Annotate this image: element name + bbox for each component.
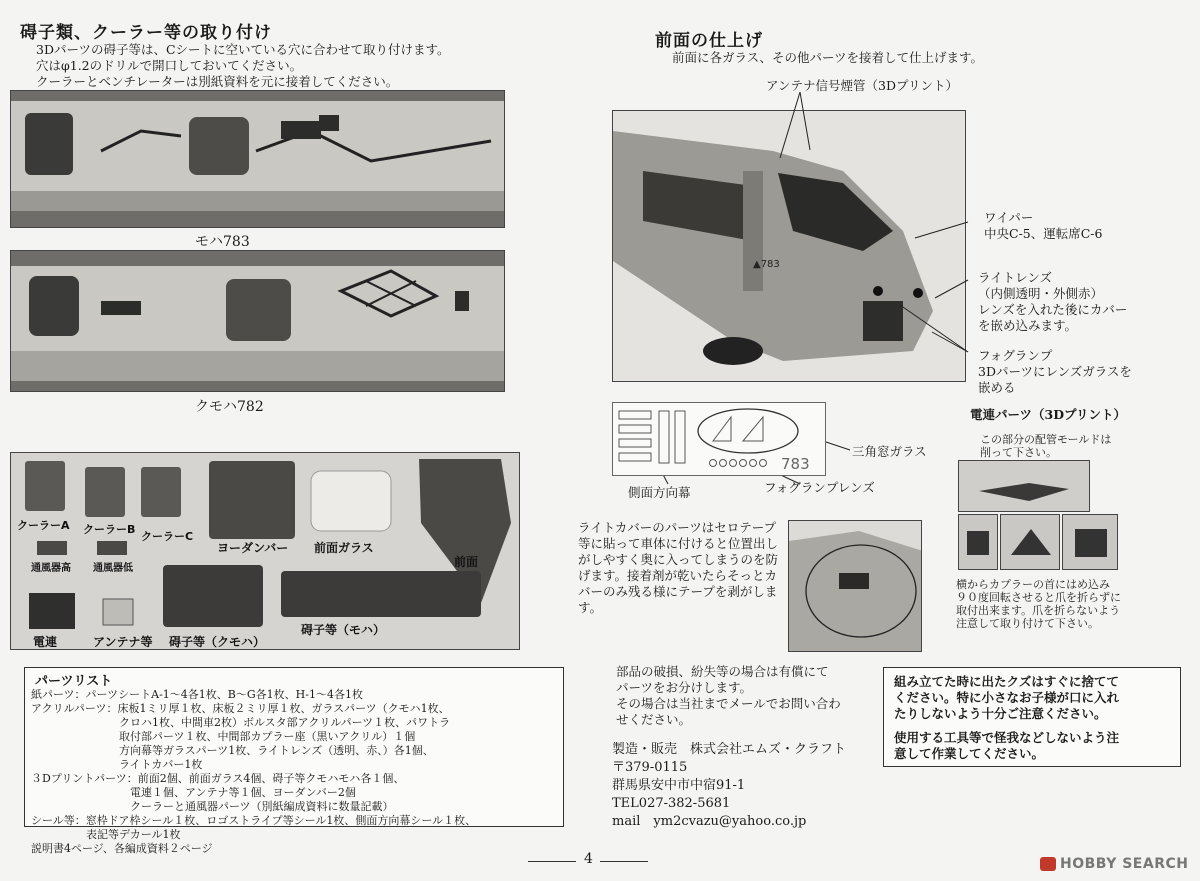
power-part-art-2 bbox=[959, 515, 998, 570]
power-part-art-3 bbox=[1001, 515, 1060, 570]
power-part-photo-3 bbox=[1000, 514, 1060, 570]
caution-line bbox=[894, 722, 1170, 730]
sheet-number: 783 bbox=[781, 455, 810, 473]
light-cover-note-line: バーのみ残る様にテープを剥がしま bbox=[578, 584, 778, 599]
power-part-art-1 bbox=[959, 461, 1090, 512]
caution-box bbox=[883, 667, 1181, 767]
light-cover-note-line: がしやすく奥に入ってしまうのを防 bbox=[578, 552, 779, 567]
coupler-note-3: 取付出来ます。爪を折らないよう bbox=[956, 604, 1121, 617]
fog-lens-label: フォグランプレンズ bbox=[764, 480, 875, 495]
light-cover-note-line: げます。接着剤が乾いたらそっとカ bbox=[578, 568, 778, 583]
parts-list-line: クーラーと通風器パーツ（別紙編成資料に数量記載） bbox=[31, 800, 394, 813]
maker-address: 群馬県安中市中宿91-1 bbox=[612, 778, 746, 793]
insulator-intro-1: 3Dパーツの碍子等は、Cシートに空いている穴に合わせて取り付けます。 bbox=[36, 42, 450, 57]
coupler-note-4: 注意して取り付けて下さい。 bbox=[956, 617, 1099, 630]
label-front-glass: 前面ガラス bbox=[314, 541, 374, 555]
triangle-glass-label: 三角窓ガラス bbox=[852, 444, 927, 459]
label-vent-low: 通風器低 bbox=[93, 563, 133, 574]
label-insulator-moha: 碍子等（モハ） bbox=[301, 623, 386, 637]
light-cover-art bbox=[789, 521, 922, 652]
svg-text:▲783: ▲783 bbox=[753, 259, 780, 270]
fog-label-3: 嵌める bbox=[978, 380, 1016, 395]
front-photo bbox=[612, 110, 966, 382]
parts-layout-photo bbox=[10, 452, 520, 650]
power-part-photo-1 bbox=[958, 460, 1090, 512]
caution-line: たりしないよう十分ご注意ください。 bbox=[894, 706, 1107, 721]
section-heading-front-finish: 前面の仕上げ bbox=[655, 31, 763, 51]
parts-list-box bbox=[24, 667, 564, 855]
parts-list-line: 方向幕等ガラスパーツ1枚、ライトレンズ（透明、赤、）各1個、 bbox=[31, 744, 434, 757]
power-part-art-4 bbox=[1063, 515, 1118, 570]
wiper-label-2: 中央C-5、運転席C-6 bbox=[984, 226, 1103, 241]
watermark bbox=[1040, 856, 1188, 872]
light-cover-note-line: ライトカバーのパーツはセロテープ bbox=[578, 520, 777, 535]
light-label-4: を嵌め込みます。 bbox=[978, 318, 1078, 333]
roof-photo-kumoha782 bbox=[10, 250, 505, 392]
damage-note-line: パーツをお分けします。 bbox=[616, 680, 753, 695]
label-vent-high: 通風器高 bbox=[31, 563, 71, 574]
label-yaw-damper: ヨーダンバー bbox=[217, 541, 289, 555]
damage-note-line: 部品の破損、紛失等の場合は有償にて bbox=[616, 664, 829, 679]
footer-rule-right bbox=[600, 861, 648, 862]
maker-mail: mail ym2cvazu@yahoo.co.jp bbox=[612, 814, 807, 829]
maker-tel: TEL027-382-5681 bbox=[612, 796, 731, 811]
parts-list-line: 表記等デカール1枚 bbox=[31, 828, 181, 841]
maker-postal: 〒379-0115 bbox=[612, 760, 688, 775]
insulator-intro-2: 穴はφ1.2のドリルで開口しておいてください。 bbox=[36, 58, 303, 73]
roof-photo-kumoha782-art bbox=[11, 251, 505, 392]
antenna-label: アンテナ信号煙管（3Dプリント） bbox=[766, 78, 958, 93]
section-heading-insulators: 碍子類、クーラー等の取り付け bbox=[20, 23, 272, 43]
parts-list-line: シール等：窓枠ドア枠シール１枚、ロゴストライプ等シール1枚、側面方向幕シール１枚、 bbox=[31, 814, 477, 827]
parts-list-line: 紙パーツ：パーツシートA-1〜4各1枚、B〜G各1枚、H-1〜4各1枚 bbox=[31, 688, 363, 701]
roof-photo-moha783 bbox=[10, 90, 505, 228]
side-dest-label: 側面方向幕 bbox=[628, 485, 691, 500]
coupler-note-2: ９０度回転させると爪を折らずに bbox=[956, 591, 1121, 604]
label-antenna: アンテナ等 bbox=[93, 635, 153, 649]
parts-list-line: 説明書4ページ、各編成資料２ページ bbox=[31, 842, 213, 855]
contact-block bbox=[616, 664, 841, 728]
parts-list-line: 電連１個、アンテナ等１個、ヨーダンバー2個 bbox=[31, 786, 356, 799]
light-cover-note bbox=[578, 520, 778, 616]
label-cooler-c: クーラーC bbox=[141, 530, 194, 543]
maker-block bbox=[612, 741, 846, 831]
photo-caption-kumoha782: クモハ782 bbox=[195, 399, 264, 415]
caution-line: ください。特に小さなお子様が口に入れ bbox=[894, 690, 1120, 705]
parts-list-line: 取付部パーツ１枚、中間部カプラー座（黒いアクリル）１個 bbox=[31, 730, 416, 743]
power-note-2: 削って下さい。 bbox=[980, 446, 1057, 459]
damage-note-line: その場合は当社までメールでお問い合わ bbox=[616, 696, 841, 711]
light-cover-note-line: 等に貼って車体に付けると位置出し bbox=[578, 536, 779, 551]
parts-list-line: ライトカバー1枚 bbox=[31, 758, 203, 771]
light-cover-photo bbox=[788, 520, 922, 652]
light-label-3: レンズを入れた後にカバー bbox=[978, 302, 1128, 317]
parts-list-title: パーツリスト bbox=[35, 674, 113, 689]
power-parts-title: 電連パーツ（3Dプリント） bbox=[970, 407, 1127, 422]
footer-rule-left bbox=[528, 861, 576, 862]
watermark-text: HOBBY SEARCH bbox=[1060, 856, 1189, 872]
page-number: 4 bbox=[584, 851, 593, 867]
wiper-label-1: ワイパー bbox=[984, 210, 1034, 225]
window-sheet-diagram bbox=[612, 402, 826, 476]
caution-line: 使用する工具等で怪我などしないよう注 bbox=[894, 730, 1120, 745]
fog-label-2: 3Dパーツにレンズガラスを bbox=[978, 364, 1132, 379]
label-insulator-kumoha: 碍子等（クモハ） bbox=[169, 635, 266, 649]
parts-list-line: ３Dプリントパーツ：前面2個、前面ガラス4個、碍子等クモハモハ各１個、 bbox=[31, 772, 405, 785]
caution-line: 意して作業してください。 bbox=[894, 746, 1045, 761]
label-power: 電連 bbox=[33, 635, 58, 649]
power-part-photo-2 bbox=[958, 514, 998, 570]
hobby-search-logo-icon bbox=[1040, 857, 1056, 871]
damage-note-line: せください。 bbox=[616, 712, 692, 727]
power-part-photo-4 bbox=[1062, 514, 1118, 570]
front-finish-intro: 前面に各ガラス、その他パーツを接着して仕上げます。 bbox=[672, 50, 984, 65]
label-front: 前面 bbox=[454, 555, 479, 569]
label-cooler-a: クーラーA bbox=[17, 519, 70, 532]
roof-photo-moha783-art bbox=[11, 91, 505, 228]
power-note-1: この部分の配管モールドは bbox=[980, 433, 1112, 446]
maker-name: 製造・販売 株式会社エムズ・クラフト bbox=[612, 742, 847, 757]
insulator-intro-3: クーラーとベンチレーターは別紙資料を元に接着してください。 bbox=[36, 74, 399, 89]
fog-label-1: フォグランプ bbox=[978, 348, 1053, 363]
light-label-2: （内側透明・外側赤） bbox=[978, 286, 1104, 301]
label-cooler-b: クーラーB bbox=[83, 523, 136, 536]
parts-list-lines bbox=[31, 688, 476, 856]
parts-list-line: クロハ1枚、中間車2枚）ボルスタ部アクリルパーツ１枚、パワトラ bbox=[31, 716, 451, 729]
light-label-1: ライトレンズ bbox=[978, 270, 1052, 285]
caution-line: 組み立てた時に出たクズはすぐに捨てて bbox=[894, 674, 1119, 689]
front-photo-art bbox=[613, 111, 966, 382]
coupler-note-1: 横からカプラーの首にはめ込み bbox=[956, 578, 1110, 591]
photo-caption-moha783: モハ783 bbox=[195, 234, 250, 250]
parts-list-line: アクリルパーツ：床板1ミリ厚１枚、床板２ミリ厚１枚、ガラスパーツ（クモハ1枚、 bbox=[31, 702, 450, 715]
light-cover-note-line: す。 bbox=[578, 600, 603, 615]
